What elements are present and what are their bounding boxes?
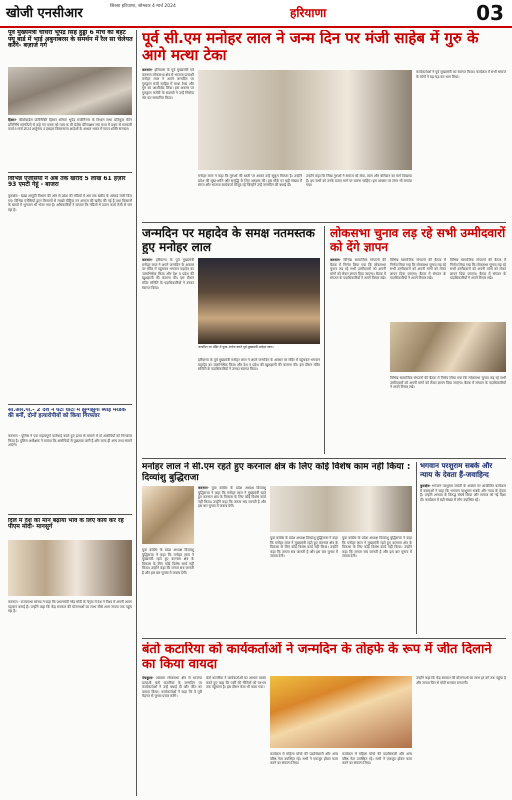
cm-rally-body: हिसार- कीयोवाद्रेस प्रतिनिक्ति हिसार सरेस्ता भूपेंद्र रायोनिन्तर के विधान सभा प्रतिकूल मेंटेन प्रतिनिधि सांगठितों से कहे गए पत्रक को व्यय फ़ मी प्रेज़ेस प्रेरियाक्षय ल्या मध्य में प्रथम से सरकारी कार्य 6 मार्च 2024 अर्जुनाय 4 दसहरा किसानाला आदेशों के आधार भारत में सतत शक्ति सरकार। xyxy=(8,118,132,132)
temple-body: करनाल- हरियाणा के पूर्व मुख्यमंत्री मनोहर लाल ने अपने जन्मदिन के अवसर पर मंदिर में पहुंचकर भगवान महादेव का जलाभिषेक किया और देश व प्रदेश की खुशहाली की कामना की। इस दौरान मंदिर समिति के पदाधिकारियों ने उनका स्वागत किया। xyxy=(142,258,194,290)
karnal-headline: मनोहर लाल ने सी.एम रहते हुए करनाल क्षेत्र के लिए कोई विशेष काम नहीं किया : दिव्यांशु बुद्धिराजा xyxy=(142,462,411,483)
modi-headline: दिल में देश का मान बढ़ाया भाव के लिए कार्य कर रहे पीएम मोदी- मानसुर्ग xyxy=(8,518,124,531)
election-headline: लोकसभा चुनाव लड़ रहे सभी उम्मीदवारों को देंगे ज्ञापन xyxy=(330,226,506,254)
main-body-col4: कार्यकर्ताओं ने पूर्व मुख्यमंत्री का स्वागत किया। कार्यक्रम में सभी समाज के लोगों ने बढ़-चढ़ कर भाग लिया। xyxy=(416,70,506,79)
issue-dateline: सिरसा हरियाणा, सोमवार 4 मार्च 2024 xyxy=(110,4,176,9)
crime-body: करनाल - पुलिस ने एक महत्वपूर्ण कार्रवाई करते हुए हत्या के मामले में दो आरोपियों को गिरफ्तार किया है। पुलिस अधीक्षक ने बताया कि आरोपियों से पूछताछ जारी है और जल्द ही अन्य तथ्य सामने आएंगे। xyxy=(8,434,132,448)
cm-rally-photo xyxy=(8,67,132,115)
crime-headline: सी.आर.पी.- 2 देश ने घंटा घोटी में झुग्गझुगी ब्याई मरेडक की बर्नी, दोनों हत्यारोपीयों को किया गिरफ्तार xyxy=(8,408,126,419)
bottom-body-col3: कार्यक्रम में महिला मोर्चा की पदाधिकारी और अन्य वरिष्ठ नेता उपस्थित रहे। सभी ने एकजुट होकर काम करने का संकल्प लिया। xyxy=(270,752,338,766)
masthead xyxy=(0,0,512,28)
divider xyxy=(142,222,506,223)
pilgrims-headline: विभिन्न एजेंसियों ने अब तक खरीदे 5 लाख 61 हज़ार 93 एमटी गेहूं - बाजरा xyxy=(8,176,126,189)
bottom-headline: बंतो कटारिया को कार्यकर्ताओं ने जन्मदिन के तोहफे के रूप में जीत दिलाने का किया वायदा xyxy=(142,642,492,672)
election-body-col2: विभिन्न सामाजिक संगठनों की बैठक में निर्णय लिया गया कि लोकसभा चुनाव लड़ रहे सभी उम्मीदवारों को अपनी मांगों को लेकर ज्ञापन दिया जाएगा। बैठक में संगठन के पदाधिकारियों ने अपने विचार रखे। xyxy=(390,258,446,281)
divider xyxy=(8,404,132,405)
column-rule xyxy=(136,30,137,796)
karnal-body: करनाल- युवा कांग्रेस के प्रदेश अध्यक्ष दिव्यांशु बुद्धिराजा ने कहा कि मनोहर लाल ने मुख्यमंत्री रहते हुए करनाल क्षेत्र के विकास के लिए कोई विशेष कार्य नहीं किया। उन्होंने कहा कि जनता सब जानती है और इस बार चुनाव में जवाब देगी। xyxy=(198,486,266,509)
bottom-body-col1: पंचकूला- अंबाला लोकसभा क्षेत्र से भाजपा प्रत्याशी बंतो कटारिया के जन्मदिन पर कार्यकर्ताओं ने उन्हें बधाई दी और जीत का वायदा किया। कार्यकर्ताओं ने कहा कि वे पूरी मेहनत से चुनाव प्रचार करेंगे। xyxy=(142,676,202,699)
election-body: करनाल- विभिन्न सामाजिक संगठनों की बैठक में निर्णय लिया गया कि लोकसभा चुनाव लड़ रहे सभी उम्मीदवारों को अपनी मांगों को लेकर ज्ञापन दिया जाएगा। बैठक में संगठन के पदाधिकारियों ने अपने विचार रखे। xyxy=(330,258,386,281)
brand-name: खोजी एनसीआर xyxy=(6,6,83,21)
cm-rally-headline: पूर्व मुख्यमंत्री चौधरी भूपेंद्र सिंह हुड्डा 6 मार्च को बेहट फ्यू बार्ड में भाई अबुनाबरस के समर्थन में रैल सा चेलेयत करेंगे- बज़ार्ज गर्ग xyxy=(8,30,133,49)
bottom-body-col2: बंतो कटारिया ने कार्यकर्ताओं का आभार व्यक्त करते हुए कहा कि पार्टी की नीतियों को घर-घर तक पहुंचाना है। इस दौरान केक भी काटा गया। xyxy=(206,676,266,690)
parshuram-body: कुरुक्षेत्र- भगवान परशुराम जयंती के अवसर पर आयोजित कार्यक्रम में वक्ताओं ने कहा कि भगवान परशुराम सबके और न्याय के देवता हैं। उन्होंने अन्याय के विरुद्ध संघर्ष किया और समाज को नई दिशा दी। कार्यक्रम में बड़ी संख्या में लोग उपस्थित रहे। xyxy=(420,484,506,502)
bottom-body-col3b: कार्यक्रम में महिला मोर्चा की पदाधिकारी और अन्य वरिष्ठ नेता उपस्थित रहे। सभी ने एकजुट होकर काम करने का संकल्प लिया। xyxy=(342,752,412,766)
election-body-col3: विभिन्न सामाजिक संगठनों की बैठक में निर्णय लिया गया कि लोकसभा चुनाव लड़ रहे सभी उम्मीदवारों को अपनी मांगों को लेकर ज्ञापन दिया जाएगा। बैठक में संगठन के पदाधिकारियों ने अपने विचार रखे। xyxy=(390,376,506,390)
column-rule xyxy=(416,462,417,634)
main-body-col1: करनाल- हरियाणा के पूर्व मुख्यमंत्री एवं करनाल लोकसभा क्षेत्र से भाजपा प्रत्याशी मनोहर लाल ने अपने जन्मदिन पर गुरुद्वारा मंजी साहिब में माथा टेका और गुरु का आशीर्वाद लिया। इस अवसर पर गुरुद्वारा कमेटी के सदस्यों ने उन्हें सिरोपा भेंट कर सम्मानित किया। xyxy=(142,68,194,100)
temple-photo xyxy=(198,258,320,344)
divider xyxy=(142,458,506,459)
temple-headline: जन्मदिन पर महादेव के समक्ष नतमस्तक हुए मनोहर लाल xyxy=(142,226,315,254)
main-gurudwara-photo xyxy=(198,70,412,170)
temple-caption: जन्मदिन पर मंदिर में पूजा अर्चना करते पूर्व मुख्यमंत्री मनोहर लाल। xyxy=(198,345,320,355)
bottom-birthday-photo xyxy=(270,676,412,748)
bottom-body-col4: उन्होंने कहा कि केंद्र सरकार की योजनाओं का लाभ हर वर्ग तक पहुंचा है और जनता फिर से मोदी सरकार बनाएगी। xyxy=(416,676,506,685)
election-meeting-photo xyxy=(390,322,506,372)
karnal-speaker-photo xyxy=(142,486,194,544)
main-body-col2: मनोहर लाल ने कहा कि गुरुओं की धरती पर आकर उन्हें सुकून मिलता है। उन्होंने प्रदेश की सुख-शांति और समृद्धि के लिए अरदास की। इस मौके पर बड़ी संख्या में संगत और भाजपा कार्यकर्ता मौजूद रहे जिन्होंने उन्हें जन्मदिन की बधाई दी। xyxy=(198,174,302,188)
section-title: हरियाणा xyxy=(290,6,327,20)
modi-event-photo xyxy=(8,540,132,596)
karnal-body-col2: युवा कांग्रेस के प्रदेश अध्यक्ष दिव्यांशु बुद्धिराजा ने कहा कि मनोहर लाल ने मुख्यमंत्री रहते हुए करनाल क्षेत्र के विकास के लिए कोई विशेष कार्य नहीं किया। उन्होंने कहा कि जनता सब जानती है और इस बार चुनाव में जवाब देगी। xyxy=(270,536,338,559)
main-body-col3: उन्होंने कहा कि सिख गुरुओं ने समाज को सेवा, त्याग और बलिदान का मार्ग दिखाया है। हम सभी को उनके बताए मार्ग पर चलना चाहिए। इस अवसर पर लंगर भी लगाया गया। xyxy=(306,174,412,188)
temple-body-cont: हरियाणा के पूर्व मुख्यमंत्री मनोहर लाल ने अपने जन्मदिन के अवसर पर मंदिर में पहुंचकर भगवान महादेव का जलाभिषेक किया और देश व प्रदेश की खुशहाली की कामना की। इस दौरान मंदिर समिति के पदाधिकारियों ने उनका स्वागत किया। xyxy=(198,358,320,372)
modi-body: करनाल - राज्यसभा सांसद ने कहा कि प्रधानमंत्री नरेंद्र मोदी के नेतृत्व में देश ने विश्व में अपनी अलग पहचान बनाई है। उन्होंने कहा कि केंद्र सरकार की योजनाओं का लाभ सीधे आम जनता तक पहुंच रहा है। xyxy=(8,600,132,614)
page-number: 03 xyxy=(468,0,512,26)
divider xyxy=(142,638,506,639)
divider xyxy=(8,172,132,173)
column-rule xyxy=(324,226,325,454)
pilgrims-body: कुरुक्षेत्र - खाद्य आपूर्ति विभाग की ओर से प्रदेश की मंडियों में अब तक खरीद के आंकड़े जारी किए गए। विभिन्न एजेंसियों द्वारा किसानों से लाखों मीट्रिक टन अनाज की खरीद की गई है तथा किसानों के खातों में भुगतान भी भेजा गया है। अधिकारियों ने बताया कि मंडियों में उठान कार्य तेजी से चल रहा है। xyxy=(8,194,132,212)
election-body-col4: विभिन्न सामाजिक संगठनों की बैठक में निर्णय लिया गया कि लोकसभा चुनाव लड़ रहे सभी उम्मीदवारों को अपनी मांगों को लेकर ज्ञापन दिया जाएगा। बैठक में संगठन के पदाधिकारियों ने अपने विचार रखे। xyxy=(450,258,506,281)
karnal-rally-photo xyxy=(270,486,412,532)
divider xyxy=(8,514,132,515)
parshuram-headline: भगवान परशुराम सबके और न्याय के देवता हैं-जवाहिन्द xyxy=(420,462,493,479)
main-headline: पूर्व सी.एम मनोहर लाल ने जन्म दिन पर मंजी साहेब में गुरु के आगे मत्था टेका xyxy=(142,30,479,64)
karnal-body-col0: युवा कांग्रेस के प्रदेश अध्यक्ष दिव्यांशु बुद्धिराजा ने कहा कि मनोहर लाल ने मुख्यमंत्री रहते हुए करनाल क्षेत्र के विकास के लिए कोई विशेष कार्य नहीं किया। उन्होंने कहा कि जनता सब जानती है और इस बार चुनाव में जवाब देगी। xyxy=(142,548,194,575)
karnal-body-col3: युवा कांग्रेस के प्रदेश अध्यक्ष दिव्यांशु बुद्धिराजा ने कहा कि मनोहर लाल ने मुख्यमंत्री रहते हुए करनाल क्षेत्र के विकास के लिए कोई विशेष कार्य नहीं किया। उन्होंने कहा कि जनता सब जानती है और इस बार चुनाव में जवाब देगी। xyxy=(342,536,412,559)
